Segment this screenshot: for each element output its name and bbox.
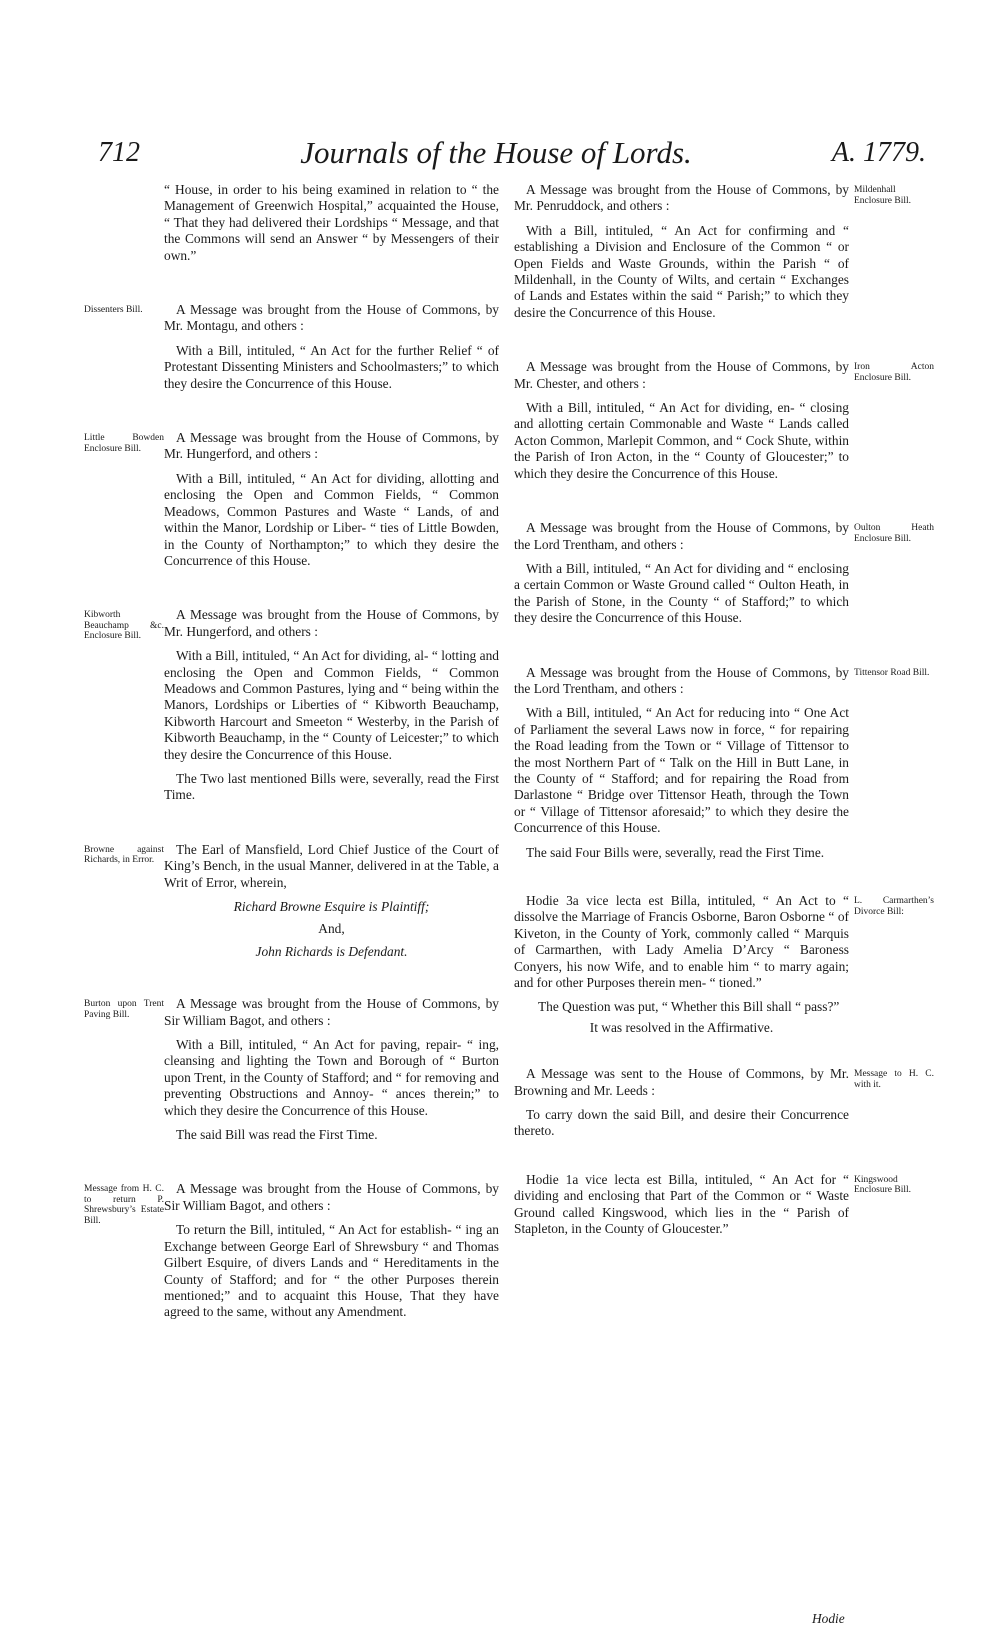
entry-paragraph: A Message was brought from the House of Commons, by Sir William Bagot, and others : <box>164 1181 499 1213</box>
entry-paragraph: A Message was brought from the House of Commons, by Mr. Hungerford, and others : <box>164 430 499 462</box>
journal-entry <box>514 359 934 482</box>
entry-paragraph: With a Bill, intituled, “ An Act for confirming and “ establishing a Division and Enclosure of the Common “ or Open Fields and Waste Grounds, within the Parish “ of Mildenhall, in the County of Wilts, and certain “ Exchanges of Lands and Estates within the said “ Parish;” to which they desire the Concurrence of this House. <box>514 222 849 320</box>
journal-entry <box>84 841 499 960</box>
margin-note: Message from H. C. to return P. Shrewsbury’s Estate Bill. <box>84 1184 164 1226</box>
margin-note: Burton upon Trent Paving Bill. <box>84 999 164 1020</box>
journal-entry <box>514 520 934 626</box>
journal-entry <box>514 893 934 1036</box>
journal-entry <box>514 1171 911 1238</box>
entry-paragraph: A Message was sent to the House of Commons, by Mr. Browning and Mr. Leeds : <box>514 1066 849 1098</box>
entry-paragraph: With a Bill, intituled, “ An Act for dividing, en- “ closing and allotting certain Commonable and Waste “ Lands called Acton Common, Marlepit Common, and “ Cock Shute, within the Parish of Iron Acton, in the “ County of Gloucester;” to which they desire the Concurrence of this House. <box>514 400 849 481</box>
resolution: It was resolved in the Affirmative. <box>589 1019 774 1035</box>
entry-paragraph: Hodie 1a vice lecta est Billa, intituled, “ An Act for “ dividing and enclosing that Part of the Common or “ Waste Ground called Kingswood, which lies in the “ Parish of Stapleton, in the County of Gloucester.” <box>514 1171 849 1237</box>
entry-paragraph: With a Bill, intituled, “ An Act for dividing, al- “ lotting and enclosing the Open and Common Fields, “ Common Meadows and Common Pastures, lying and “ being within the Manors, Lordships or Liberties of “ Kibworth Beauchamp, Kibworth Harcourt and Smeeton “ Westerby, in the Parish of Kibworth Beauchamp, in the “ County of Leicester;” to which they desire the Concurrence of this House. <box>164 648 499 762</box>
journal-entry <box>164 182 499 264</box>
margin-note: Kingswood Enclosure Bill. <box>854 1174 911 1196</box>
catchword: Hodie <box>812 1611 845 1626</box>
journal-entry <box>84 607 499 803</box>
left-column <box>84 182 499 1329</box>
margin-note: Iron Acton Enclosure Bill. <box>854 362 934 383</box>
entry-paragraph: With a Bill, intituled, “ An Act for paving, repair- “ ing, cleansing and lighting the Town and Borough of “ Burton upon Trent, in the County of Stafford; and “ for removing and preventing Obstructions and Annoy- “ ances therein;” to which they desire the Concurrence of this House. <box>164 1037 499 1118</box>
entry-paragraph: “ House, in order to his being examined in relation to “ the Management of Greenwich Hospital,” acquainted the House, “ That they had delivered their Lordships “ Message, and that the Commons will send an Answer “ by Messengers of their own.” <box>164 182 499 263</box>
page-year: A. 1779. <box>831 137 926 168</box>
entry-paragraph: With a Bill, intituled, “ An Act for dividing, allotting and enclosing the Open and Common Fields, “ Common Meadows, Common Pastures and Waste “ Lands, of and within the Manor, Lordship or Liber- “ ties of Little Bowden, in the County of Northampton;” to which they desire the Concurrence of this House. <box>164 470 499 568</box>
journal-entry <box>514 664 930 861</box>
entry-paragraph: The said Four Bills were, severally, read the First Time. <box>526 844 825 860</box>
entry-paragraph: The said Bill was read the First Time. <box>176 1127 378 1143</box>
entry-paragraph: With a Bill, intituled, “ An Act for the further Relief “ of Protestant Dissenting Ministers and Schoolmasters;” to which they desire the Concurrence of this House. <box>164 342 499 391</box>
margin-note: Oulton Heath Enclosure Bill. <box>854 523 934 544</box>
entry-paragraph: Hodie 3a vice lecta est Billa, intituled, “ An Act to “ dissolve the Marriage of Francis Osborne, Baron Osborne “ of Kiveton, in the County of York, commonly called “ Marquis of Carmarthen, with Lady Amelia D’Arcy “ Baroness Conyers, his now Wife, and to enable him “ to marry again; and for other Purposes therein men- “ tioned.” <box>514 893 849 991</box>
journal-entry <box>84 430 499 569</box>
margin-note: Tittensor Road Bill. <box>854 667 930 678</box>
margin-note: Kibworth Beauchamp &c. Enclosure Bill. <box>84 610 164 642</box>
entry-paragraph: A Message was brought from the House of Commons, by the Lord Trentham, and others : <box>514 664 849 696</box>
page-number: 712 <box>98 137 140 168</box>
margin-note: Dissenters Bill. <box>84 305 143 316</box>
journal-entry <box>84 996 499 1143</box>
entry-paragraph: A Message was brought from the House of Commons, by Mr. Montagu, and others : <box>164 302 499 334</box>
page-title: Journals of the House of Lords. <box>300 135 692 170</box>
journal-entry <box>84 1181 499 1320</box>
margin-note: Mildenhall Enclosure Bill. <box>854 185 911 206</box>
margin-note: Little Bowden Enclosure Bill. <box>84 433 164 454</box>
entry-paragraph: A Message was brought from the House of Commons, by Mr. Hungerford, and others : <box>164 607 499 639</box>
entry-paragraph: With a Bill, intituled, “ An Act for reducing into “ One Act of Parliament the several Laws now in force, “ for repairing the Road leading from the Town or “ Village of Tittensor to the most Northern Part of “ Talk on the Hill in Butt Lane, in the County of “ Stafford; and for repairing the Road from Darlastone “ Bridge over Tittensor Heath, through the Town or “ Village of Tittensor aforesaid;” to which they desire the Concurrence of this House. <box>514 705 849 836</box>
entry-paragraph: The Earl of Mansfield, Lord Chief Justice of the Court of King’s Bench, in the usual Manner, delivered in at the Table, a Writ of Error, wherein, <box>164 841 499 890</box>
right-column <box>514 182 934 1246</box>
journal-entry <box>84 302 499 392</box>
entry-paragraph: The Two last mentioned Bills were, severally, read the First Time. <box>164 770 499 803</box>
question-put: The Question was put, “ Whether this Bill shall “ pass?” <box>538 999 840 1015</box>
margin-note: L. Carmarthen’s Divorce Bill: <box>854 896 934 917</box>
journal-entry <box>514 1066 934 1140</box>
entry-paragraph: A Message was brought from the House of Commons, by Sir William Bagot, and others : <box>164 996 499 1028</box>
entry-paragraph: To carry down the said Bill, and desire their Concurrence thereto. <box>514 1107 849 1139</box>
margin-note: Browne against Richards, in Error. <box>84 844 164 866</box>
party-defendant: John Richards is Defendant. <box>255 943 408 959</box>
entry-paragraph: A Message was brought from the House of Commons, by the Lord Trentham, and others : <box>514 520 849 552</box>
party-and: And, <box>318 921 345 937</box>
journal-entry <box>514 182 911 321</box>
page-header <box>0 137 992 181</box>
entry-paragraph: To return the Bill, intituled, “ An Act for establish- “ ing an Exchange between George Earl of Shrewsbury “ and Thomas Gilbert Esquire, of divers Lands and “ Hereditaments in the County of Stafford; and for “ the other Purposes therein mentioned;” and to acquaint this House, That they have agreed to the same, without any Amendment. <box>164 1222 499 1320</box>
margin-note: Message to H. C. with it. <box>854 1069 934 1090</box>
party-plaintiff: Richard Browne Esquire is Plaintiff; <box>233 899 430 914</box>
entry-paragraph: A Message was brought from the House of Commons, by Mr. Chester, and others : <box>514 359 849 391</box>
entry-paragraph: A Message was brought from the House of Commons, by Mr. Penruddock, and others : <box>514 182 849 214</box>
entry-paragraph: With a Bill, intituled, “ An Act for dividing and “ enclosing a certain Common or Waste Ground called “ Oulton Heath, in the Parish of Stone, in the County “ of Stafford;” to which they desire the Concurrence of this House. <box>514 560 849 626</box>
